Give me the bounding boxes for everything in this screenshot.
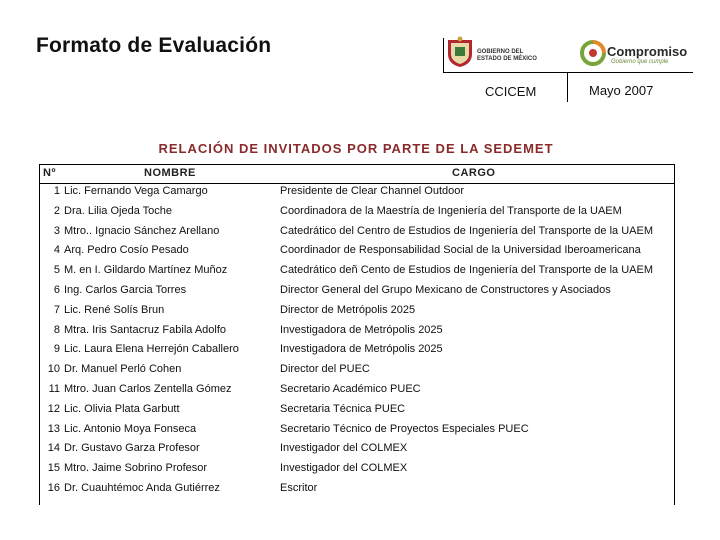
row-number: 11 xyxy=(48,383,60,395)
compromiso-ring-icon xyxy=(580,40,606,66)
organization-label: CCICEM xyxy=(485,84,537,99)
compromiso-tagline: Gobierno que cumple xyxy=(611,59,669,65)
header-number: Nº xyxy=(43,167,56,179)
row-number: 5 xyxy=(53,264,60,277)
row-role: Investigadora de Metrópolis 2025 xyxy=(280,323,443,336)
compromiso-logo xyxy=(580,40,690,70)
row-role: Director de Metrópolis 2025 xyxy=(280,303,416,316)
row-role: Investigadora de Metrópolis 2025 xyxy=(280,343,443,356)
row-name: Dr. Gustavo Garza Profesor xyxy=(64,442,200,455)
row-number: 9 xyxy=(53,343,60,356)
document-title: Formato de Evaluación xyxy=(36,34,272,57)
row-name: M. en I. Gildardo Martínez Muñoz xyxy=(64,264,228,277)
row-name: Mtro. Jaime Sobrino Profesor xyxy=(64,462,208,475)
row-number: 2 xyxy=(53,204,60,217)
row-role: Investigador del COLMEX xyxy=(280,462,408,475)
row-number: 7 xyxy=(53,303,60,316)
row-number: 12 xyxy=(47,402,60,415)
header-divider-bottom xyxy=(443,72,693,73)
row-name: Mtro.. Ignacio Sánchez Arellano xyxy=(64,224,220,237)
row-name: Arq. Pedro Cosío Pesado xyxy=(64,244,189,257)
row-name: Lic. Fernando Vega Camargo xyxy=(64,185,208,197)
table-row xyxy=(40,185,674,205)
row-name: Dra. Lilia Ojeda Toche xyxy=(64,204,173,217)
table-row xyxy=(40,462,674,482)
table-row xyxy=(40,383,674,403)
header-divider-mid xyxy=(567,72,568,102)
row-number: 8 xyxy=(53,323,60,336)
gobierno-estado-mexico-logo xyxy=(446,36,556,70)
row-name: Lic. Laura Elena Herrejón Caballero xyxy=(64,343,239,356)
table-header xyxy=(40,165,674,184)
row-number: 16 xyxy=(47,482,60,494)
compromiso-wordmark: Compromiso xyxy=(607,44,688,59)
header-role: CARGO xyxy=(452,167,496,179)
row-name: Ing. Carlos Garcia Torres xyxy=(64,284,187,296)
row-role: Director General del Grupo Mexicano de Constructores y Asociados xyxy=(280,284,611,296)
row-name: Lic. Olivia Plata Garbutt xyxy=(64,402,180,415)
row-name: Mtro. Juan Carlos Zentella Gómez xyxy=(64,383,232,395)
row-role: Catedrático deñ Cento de Estudios de Ingeniería del Transporte de la UAEM xyxy=(280,264,654,277)
row-name: Mtra. Iris Santacruz Fabila Adolfo xyxy=(64,323,227,336)
header-name: NOMBRE xyxy=(144,167,196,179)
state-seal-icon xyxy=(446,36,474,68)
table-row xyxy=(40,442,674,462)
table-row xyxy=(40,343,674,363)
row-number: 4 xyxy=(53,244,60,257)
table-row xyxy=(40,205,674,225)
row-role: Secretaria Técnica PUEC xyxy=(280,402,406,415)
row-name: Dr. Cuauhtémoc Anda Gutiérrez xyxy=(64,482,220,494)
table-row xyxy=(40,423,674,443)
document-date: Mayo 2007 xyxy=(589,83,654,98)
table-row xyxy=(40,482,674,502)
table-row xyxy=(40,324,674,344)
table-row xyxy=(40,363,674,383)
table-row xyxy=(40,403,674,423)
table-row xyxy=(40,264,674,284)
row-number: 13 xyxy=(47,422,60,435)
row-role: Escritor xyxy=(280,482,318,494)
header-divider-left xyxy=(443,38,444,72)
row-number: 10 xyxy=(47,363,60,376)
row-role: Coordinador de Responsabilidad Social de la Universidad Iberoamericana xyxy=(280,244,641,257)
row-role: Investigador del COLMEX xyxy=(280,442,408,455)
row-number: 3 xyxy=(53,224,60,237)
invitados-table xyxy=(39,164,675,505)
row-role: Presidente de Clear Channel Outdoor xyxy=(280,185,465,197)
table-row xyxy=(40,225,674,245)
row-number: 6 xyxy=(53,284,60,296)
row-role: Secretario Técnico de Proyectos Especiales PUEC xyxy=(280,422,529,435)
table-row xyxy=(40,304,674,324)
row-role: Coordinadora de la Maestría de Ingeniería del Transporte de la UAEM xyxy=(280,204,622,217)
row-number: 1 xyxy=(53,185,60,197)
row-name: Lic. Antonio Moya Fonseca xyxy=(64,422,197,435)
section-subtitle: RELACIÓN DE INVITADOS POR PARTE DE LA SEDEMET xyxy=(158,141,554,156)
gov-logo-text: GOBIERNO DEL ESTADO DE MÉXICO xyxy=(477,49,537,62)
row-role: Catedrático del Centro de Estudios de Ingeniería del Transporte de la UAEM xyxy=(280,224,653,237)
table-row xyxy=(40,284,674,304)
row-name: Dr. Manuel Perló Cohen xyxy=(64,363,182,376)
row-role: Director del PUEC xyxy=(280,363,370,376)
row-role: Secretario Académico PUEC xyxy=(280,383,421,395)
row-number: 14 xyxy=(47,442,60,455)
table-row xyxy=(40,244,674,264)
row-name: Lic. René Solís Brun xyxy=(64,303,165,316)
row-number: 15 xyxy=(47,462,60,475)
